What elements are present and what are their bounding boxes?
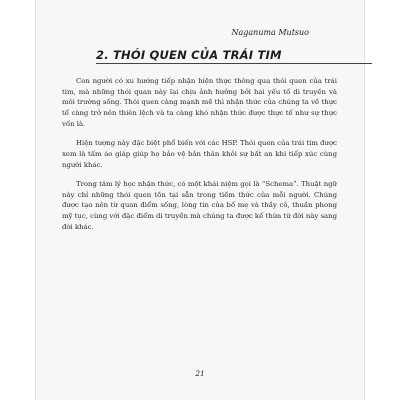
page-number: 21 [195,369,205,378]
body-text [62,76,337,241]
paragraph-1: Con người có xu hướng tiếp nhận hiện thực thông qua thói quen của trái tim, mà những thói quan này lại chịu ảnh hưởng bởi hai yếu tố di truyền và môi trường sống. Thói quen càng mạnh mẽ thì nhận thức của chúng ta về thực tế càng trở nên thiên lệch và ta càng khó nhận thức được thực tế như sự thực vốn là. [62,77,337,128]
chapter-title: 2. THÓI QUEN CỦA TRÁI TIM [96,48,282,62]
paragraph-3: Trong tâm lý học nhận thức, có một khái niệm gọi là “Schema”. Thuật ngữ này chỉ những thói quen tồn tại sẵn trong tiềm thức của mỗi người. Chúng được tạo nên từ quan điểm sống, lòng tin của bố mẹ và thầy cô, thuần phong mỹ tục, cùng với đặc điểm di truyền mà chúng ta được kế thừa từ đời này sang đời khác. [62,179,337,231]
paragraph-2: Hiện tượng này đặc biệt phổ biến với các HSP. Thói quen của trái tim được xem là tấm áo giáp giúp họ bảo vệ bản thân khỏi sự bất an khi tiếp xúc cùng người khác. [62,139,337,169]
running-header-author: Naganuma Mutsuo [231,28,309,37]
chapter-title-underline [96,63,372,64]
